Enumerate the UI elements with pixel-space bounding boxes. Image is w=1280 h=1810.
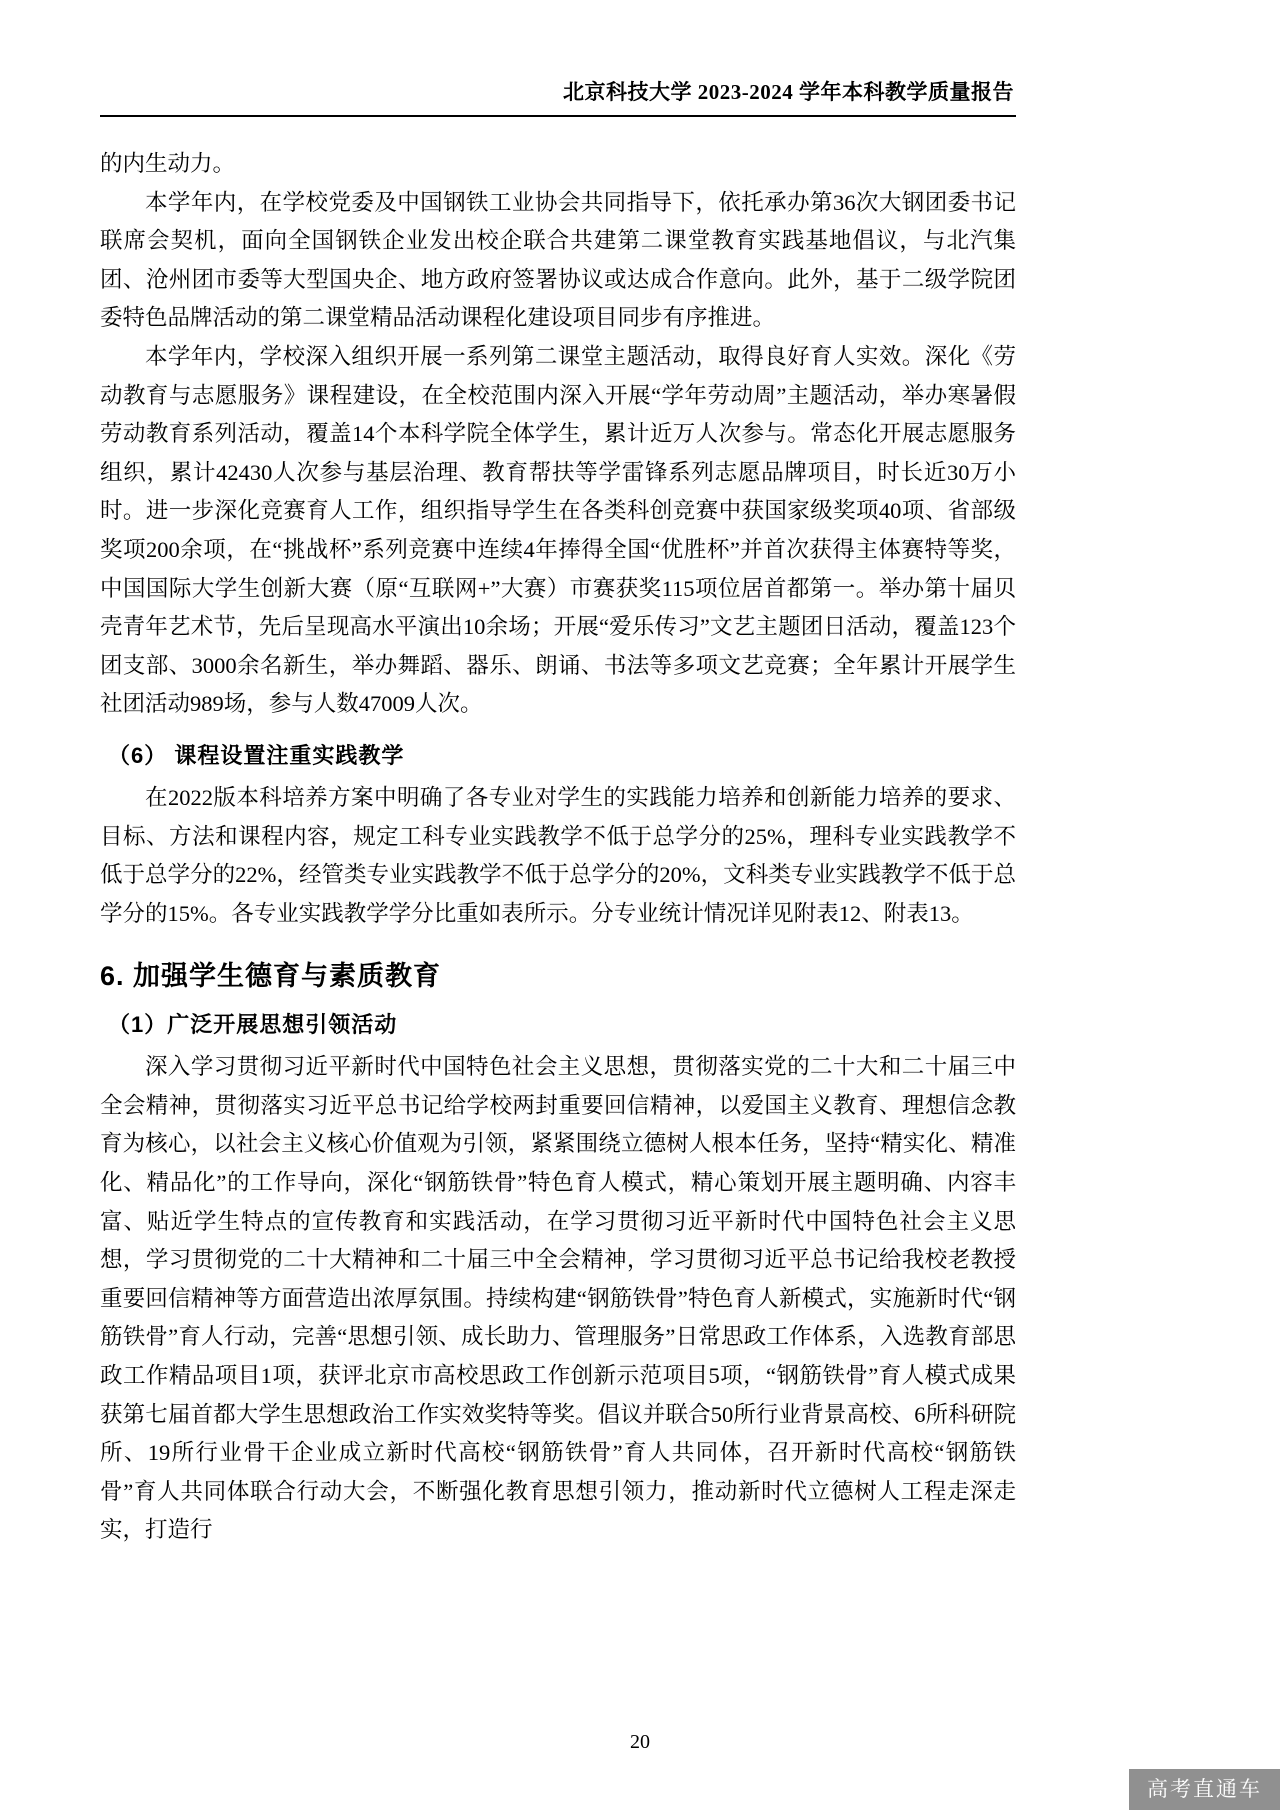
paragraph-second-classroom-activities: 本学年内，学校深入组织开展一系列第二课堂主题活动，取得良好育人实效。深化《劳动教育与志愿服务》课程建设，在全校范围内深入开展“学年劳动周”主题活动，举办寒暑假劳动教育系列活动，覆盖14个本科学院全体学生，累计近万人次参与。常态化开展志愿服务组织，累计42430人次参与基层治理、教育帮扶等学雷锋系列志愿品牌项目，时长近30万小时。进一步深化竞赛育人工作，组织指导学生在各类科创竞赛中获国家级奖项40项、省部级奖项200余项，在“挑战杯”系列竞赛中连续4年捧得全国“优胜杯”并首次获得主体赛特等奖，中国国际大学生创新大赛（原“互联网+”大赛）市赛获奖115项位居首都第一。举办第十届贝壳青年艺术节，先后呈现高水平演出10余场；开展“爱乐传习”文艺主题团日活动，覆盖123个团支部、3000余名新生，举办舞蹈、器乐、朗诵、书法等多项文艺竞赛；全年累计开展学生社团活动989场，参与人数47009人次。 bbox=[100, 343, 1016, 717]
page-number: 20 bbox=[630, 1731, 650, 1753]
subsection-heading-practice-teaching: （6） 课程设置注重实践教学 bbox=[108, 742, 405, 768]
section-heading-moral-education: 6. 加强学生德育与素质教育 bbox=[100, 961, 442, 992]
paragraph-ideological-guidance: 深入学习贯彻习近平新时代中国特色社会主义思想，贯彻落实党的二十大和二十届三中全会精神，贯彻落实习近平总书记给学校两封重要回信精神，以爱国主义教育、理想信念教育为核心，以社会主义核心价值观为引领，紧紧围绕立德树人根本任务，坚持“精实化、精准化、精品化”的工作导向，深化“钢筋铁骨”特色育人模式，精心策划开展主题明确、内容丰富、贴近学生特点的宣传教育和实践活动，在学习贯彻习近平新时代中国特色社会主义思想，学习贯彻党的二十大精神和二十届三中全会精神，学习贯彻习近平总书记给我校老教授重要回信精神等方面营造出浓厚氛围。持续构建“钢筋铁骨”特色育人新模式，实施新时代“钢筋铁骨”育人行动，完善“思想引领、成长助力、管理服务”日常思政工作体系，入选教育部思政工作精品项目1项，获评北京市高校思政工作创新示范项目5项，“钢筋铁骨”育人模式成果获第七届首都大学生思想政治工作实效奖特等奖。倡议并联合50所行业背景高校、6所科研院所、19所行业骨干企业成立新时代高校“钢筋铁骨”育人共同体，召开新时代高校“钢筋铁骨”育人共同体联合行动大会，不断强化教育思想引领力，推动新时代立德树人工程走深走实，打造行 bbox=[100, 1054, 1016, 1543]
watermark-badge: 高考直通车 bbox=[1129, 1769, 1280, 1810]
paragraph-continuation: 的内生动力。 bbox=[100, 151, 236, 176]
paragraph-second-classroom-base: 本学年内，在学校党委及中国钢铁工业协会共同指导下，依托承办第36次大钢团委书记联席会契机，面向全国钢铁企业发出校企联合共建第二课堂教育实践基地倡议，与北汽集团、沧州团市委等大型国央企、地方政府签署协议或达成合作意向。此外，基于二级学院团委特色品牌活动的第二课堂精品活动课程化建设项目同步有序推进。 bbox=[100, 189, 1016, 331]
paragraph-practice-teaching-credits: 在2022版本科培养方案中明确了各专业对学生的实践能力培养和创新能力培养的要求、目标、方法和课程内容，规定工科专业实践教学不低于总学分的25%，理科专业实践教学不低于总学分的22%，经管类专业实践教学不低于总学分的20%，文科类专业实践教学不低于总学分的15%。各专业实践教学学分比重如表所示。分专业统计情况详见附表12、附表13。 bbox=[100, 784, 1016, 926]
page-header bbox=[100, 76, 1016, 117]
page-content bbox=[100, 76, 1016, 1550]
report-header-title: 北京科技大学 2023-2024 学年本科教学质量报告 bbox=[563, 80, 1014, 104]
document-body bbox=[100, 117, 1016, 1550]
subsection-heading-ideological-guidance: （1）广泛开展思想引领活动 bbox=[108, 1012, 398, 1038]
